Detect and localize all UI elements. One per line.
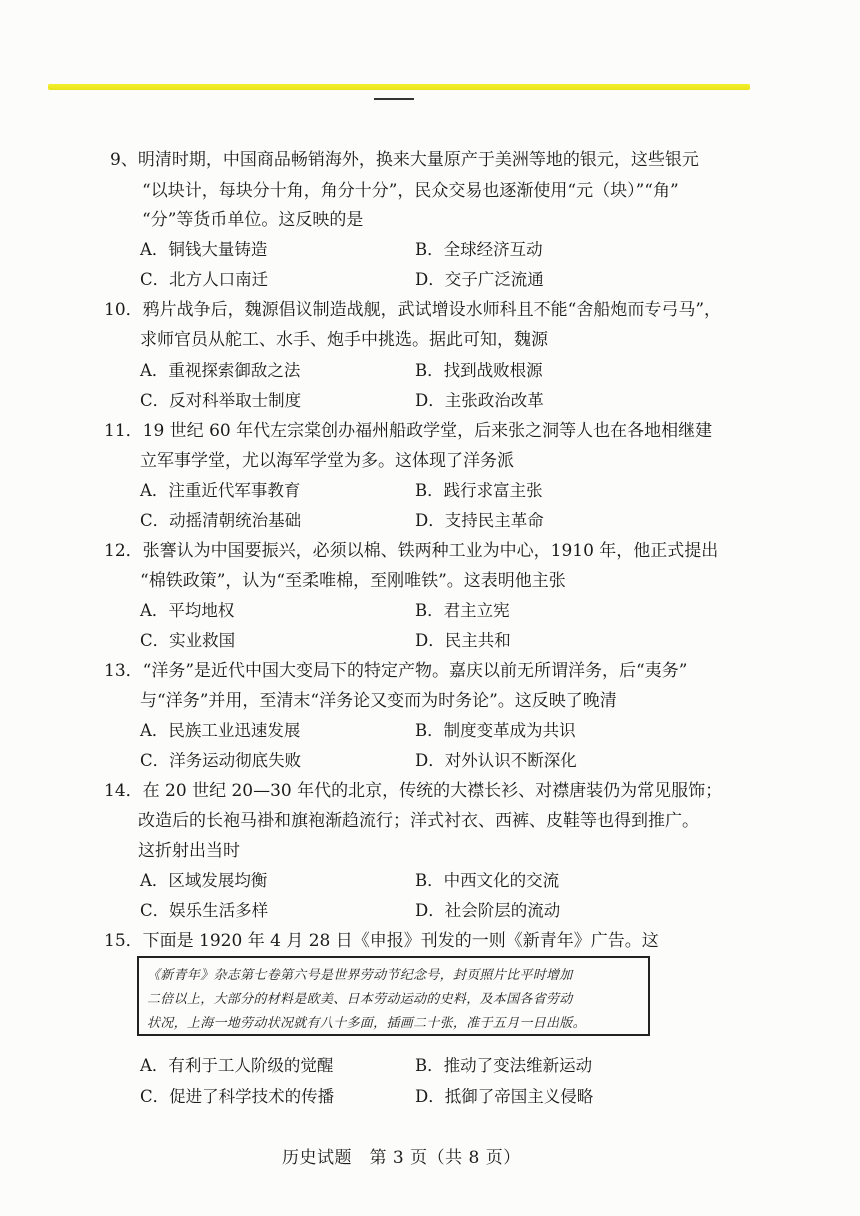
q11-option-c[interactable]: C．动摇清朝统治基础 (140, 511, 302, 530)
q12-line-1: 12．张謇认为中国要振兴，必须以棉、铁两种工业为中心，1910 年，他正式提出 (104, 541, 719, 561)
q11-option-a[interactable]: A．注重近代军事教育 (140, 481, 301, 500)
q12-option-c[interactable]: C．实业救国 (140, 631, 236, 650)
q14-option-b[interactable]: B．中西文化的交流 (415, 871, 560, 890)
q13-option-d[interactable]: D．对外认识不断深化 (415, 751, 577, 770)
q12-option-a[interactable]: A．平均地权 (140, 601, 235, 620)
q14-line-1: 14．在 20 世纪 20—30 年代的北京，传统的大襟长衫、对襟唐装仍为常见服饰； (104, 781, 723, 801)
newspaper-advert-box (137, 956, 650, 1036)
advert-line-2: 二倍以上，大部分的材料是欧美、日本劳动运动的史料，及本国各省劳动 (147, 992, 573, 1007)
q13-line-1: 13．“洋务”是近代中国大变局下的特定产物。嘉庆以前无所谓洋务，后“夷务” (104, 661, 688, 681)
q13-option-c[interactable]: C．洋务运动彻底失败 (140, 751, 302, 770)
q15-option-a[interactable]: A．有利于工人阶级的觉醒 (140, 1056, 334, 1075)
q13-option-a[interactable]: A．民族工业迅速发展 (140, 721, 301, 740)
q14-line-3: 这折射出当时 (138, 841, 240, 861)
q10-option-b[interactable]: B．找到战败根源 (415, 361, 543, 380)
top-highlight-rule (48, 84, 750, 90)
q12-option-b[interactable]: B．君主立宪 (415, 601, 510, 620)
q15-option-b[interactable]: B．推动了变法维新运动 (415, 1056, 593, 1075)
q9-option-b[interactable]: B．全球经济互动 (415, 240, 543, 259)
q12-line-2: “棉铁政策”，认为“至柔唯棉，至刚唯铁”。这表明他主张 (140, 571, 566, 591)
q13-line-2: 与“洋务”并用，至清末“洋务论又变而为时务论”。这反映了晚清 (140, 691, 617, 711)
q14-option-d[interactable]: D．社会阶层的流动 (415, 901, 561, 920)
advert-line-1: 《新青年》杂志第七卷第六号是世界劳动节纪念号，封页照片比平时增加 (147, 968, 573, 983)
q11-line-2: 立军事学堂，尤以海军学堂为多。这体现了洋务派 (140, 451, 514, 471)
q11-option-b[interactable]: B．践行求富主张 (415, 481, 543, 500)
q15-option-d[interactable]: D．抵御了帝国主义侵略 (415, 1087, 594, 1106)
q11-option-d[interactable]: D．支持民主革命 (415, 511, 544, 530)
q9-option-c[interactable]: C．北方人口南迁 (140, 270, 269, 289)
q9-option-a[interactable]: A．铜钱大量铸造 (140, 240, 268, 259)
q10-option-d[interactable]: D．主张政治改革 (415, 391, 544, 410)
q10-option-c[interactable]: C．反对科举取士制度 (140, 391, 302, 410)
advert-line-3: 状况，上海一地劳动状况就有八十多面，插画二十张，准于五月一日出版。 (147, 1016, 586, 1031)
q11-line-1: 11．19 世纪 60 年代左宗棠创办福州船政学堂，后来张之洞等人也在各地相继建 (104, 421, 713, 441)
q10-line-1: 10．鸦片战争后，魏源倡议制造战舰，武试增设水师科且不能“舍船炮而专弓马”， (104, 300, 722, 320)
q9-line-2: “以块计，每块分十角，角分十分”，民众交易也逐渐使用“元（块）”“角” (142, 181, 679, 201)
q12-option-d[interactable]: D．民主共和 (415, 631, 511, 650)
q9-line-1: 9、明清时期，中国商品畅销海外，换来大量原产于美洲等地的银元，这些银元 (110, 150, 699, 170)
q15-line-1: 15．下面是 1920 年 4 月 28 日《申报》刊发的一则《新青年》广告。这 (104, 931, 659, 951)
q13-option-b[interactable]: B．制度变革成为共识 (415, 721, 576, 740)
q9-option-d[interactable]: D．交子广泛流通 (415, 270, 544, 289)
q14-line-2: 改造后的长袍马褂和旗袍渐趋流行；洋式衬衣、西裤、皮鞋等也得到推广。 (138, 811, 699, 831)
q10-line-2: 求师官员从舵工、水手、炮手中挑选。据此可知，魏源 (140, 330, 548, 350)
q9-line-3: “分”等货币单位。这反映的是 (142, 210, 364, 230)
page-footer: 历史试题 第 3 页（共 8 页） (282, 1148, 521, 1168)
top-dash (374, 98, 414, 100)
q10-option-a[interactable]: A．重视探索御敌之法 (140, 361, 301, 380)
q14-option-a[interactable]: A．区域发展均衡 (140, 871, 268, 890)
q15-option-c[interactable]: C．促进了科学技术的传播 (140, 1087, 335, 1106)
q14-option-c[interactable]: C．娱乐生活多样 (140, 901, 269, 920)
